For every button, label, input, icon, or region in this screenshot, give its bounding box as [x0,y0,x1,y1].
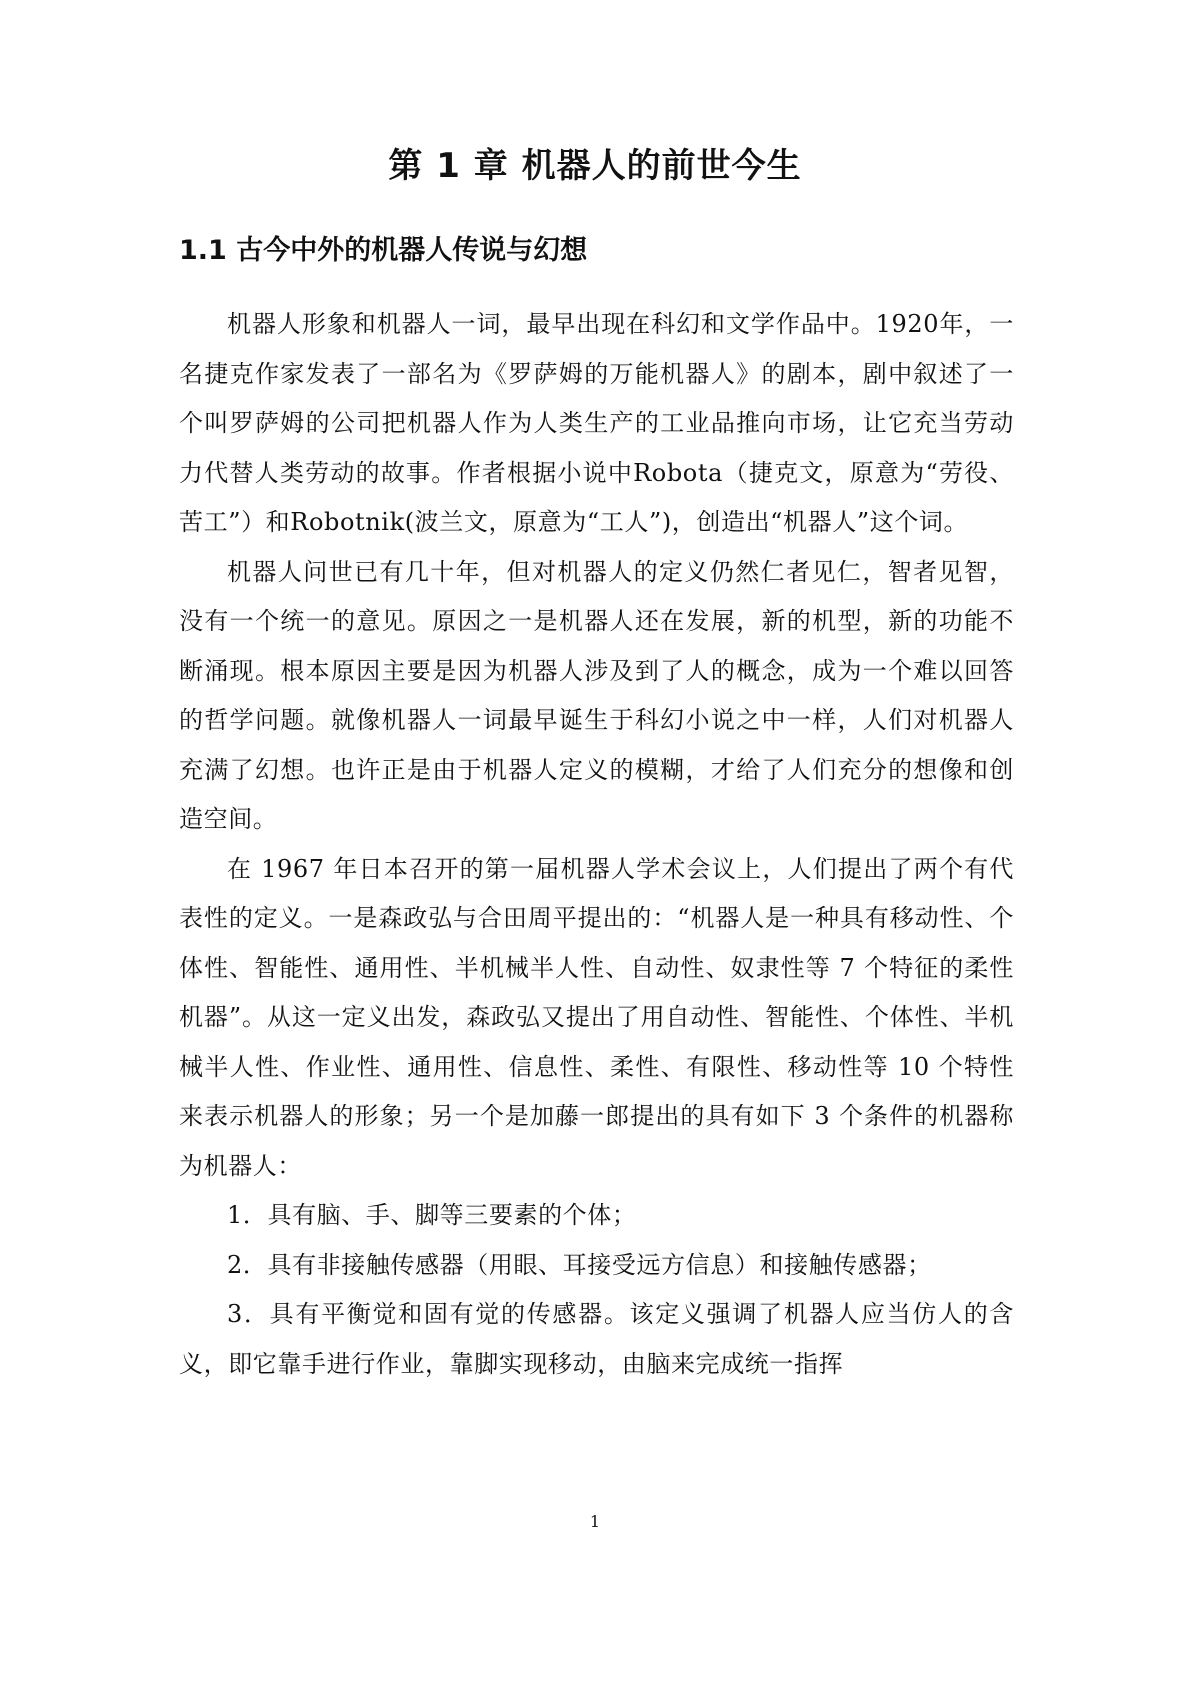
paragraph: 在 1967 年日本召开的第一届机器人学术会议上，人们提出了两个有代表性的定义。一是森政弘与合田周平提出的：“机器人是一种具有移动性、个体性、智能性、通用性、半机械半人性、自动性、奴隶性等 7 个特征的柔性机器”。从这一定义出发，森政弘又提出了用自动性、智能性、个体性、半机械半人性、作业性、通用性、信息性、柔性、有限性、移动性等 10 个特性来表示机器人的形象；另一个是加藤一郎提出的具有如下 3 个条件的机器称为机器人： [179,854,1014,1180]
paragraph: 机器人问世已有几十年，但对机器人的定义仍然仁者见仁，智者见智，没有一个统一的意见。原因之一是机器人还在发展，新的机型，新的功能不断涌现。根本原因主要是因为机器人涉及到了人的概念，成为一个难以回答的哲学问题。就像机器人一词最早诞生于科幻小说之中一样，人们对机器人充满了幻想。也许正是由于机器人定义的模糊，才给了人们充分的想像和创造空间。 [179,557,1014,833]
body-text [179,300,1014,1389]
section-title: 1.1 古今中外的机器人传说与幻想 [179,235,588,266]
list-item: 2．具有非接触传感器（用眼、耳接受远方信息）和接触传感器； [227,1250,932,1279]
paragraph: 机器人形象和机器人一词，最早出现在科幻和文学作品中。1920年，一名捷克作家发表了一部名为《罗萨姆的万能机器人》的剧本，剧中叙述了一个叫罗萨姆的公司把机器人作为人类生产的工业品推向市场，让它充当劳动力代替人类劳动的故事。作者根据小说中Robota（捷克文，原意为“劳役、苦工”）和Robotnik(波兰文，原意为“工人”)，创造出“机器人”这个词。 [179,310,1014,536]
list-item: 1．具有脑、手、脚等三要素的个体； [227,1201,637,1229]
page-number: 1 [589,1512,601,1531]
chapter-title: 第 1 章 机器人的前世今生 [388,146,802,186]
list-item: 3．具有平衡觉和固有觉的传感器。该定义强调了机器人应当仿人的含义，即它靠手进行作业，靠脚实现移动，由脑来完成统一指挥 [179,1300,1014,1378]
